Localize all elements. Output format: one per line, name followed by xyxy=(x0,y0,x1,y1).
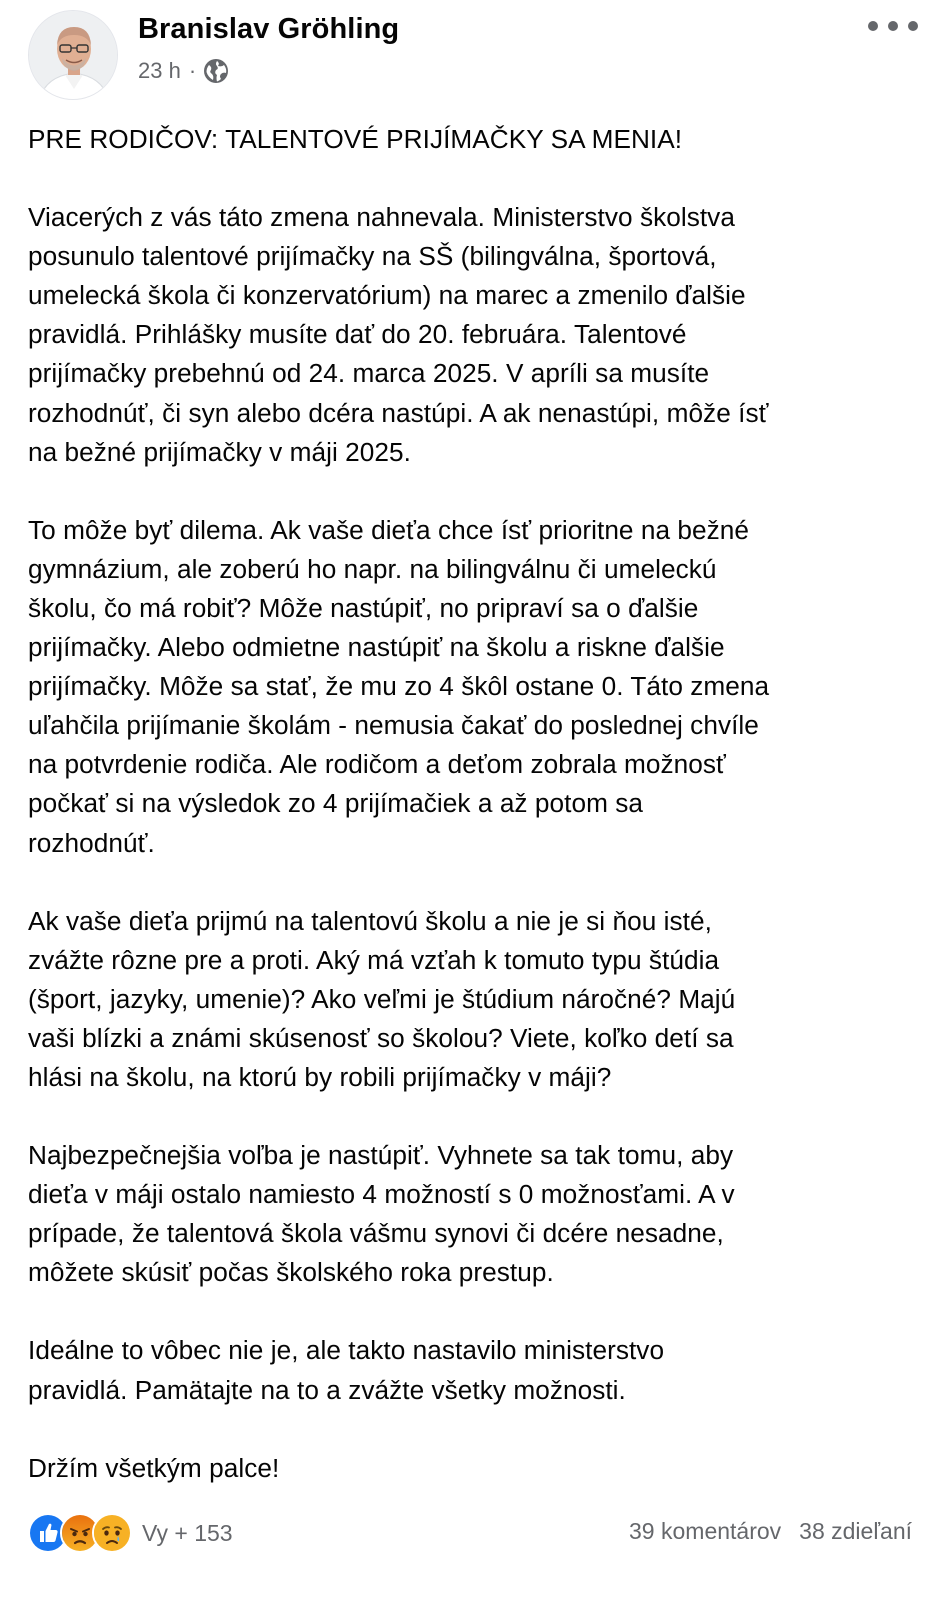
post-stats xyxy=(629,1518,912,1545)
post-paragraph xyxy=(28,1331,908,1409)
post-line: Ak vaše dieťa prijmú na talentovú školu a nie je si ňou isté, xyxy=(28,905,712,936)
post-line: Ideálne to vôbec nie je, ale takto nastavilo ministerstvo xyxy=(28,1335,665,1366)
post-footer xyxy=(0,1508,940,1558)
post-header xyxy=(0,0,940,110)
post-line: pravidlá. Pamätajte na to a zvážte všetky možnosti. xyxy=(28,1374,626,1405)
post-line: To môže byť dilema. Ak vaše dieťa chce ísť prioritne na bežné xyxy=(28,514,750,545)
post-line: posunulo talentové prijímačky na SŠ (bilingválna, športová, xyxy=(28,241,717,272)
post-paragraph xyxy=(28,511,908,863)
post-line: umelecká škola či konzervatórium) na marec a zmenilo ďalšie xyxy=(28,280,746,311)
post-line: zvážte rôzne pre a proti. Aký má vzťah k tomuto typu štúdia xyxy=(28,944,720,975)
post-line: dieťa v máji ostalo namiesto 4 možností s 0 možnosťami. A v xyxy=(28,1179,735,1210)
post-line: Najbezpečnejšia voľba je nastúpiť. Vyhnete sa tak tomu, aby xyxy=(28,1140,734,1171)
post-body xyxy=(28,120,908,1527)
more-horizontal-icon[interactable] xyxy=(868,16,918,36)
post-paragraph xyxy=(28,902,908,1097)
post-line: vaši blízki a známi skúsenosť so školou? Viete, koľko detí sa xyxy=(28,1022,734,1053)
globe-icon[interactable] xyxy=(203,58,229,84)
post-line: pravidlá. Prihlášky musíte dať do 20. februára. Talentové xyxy=(28,319,687,350)
post-line: počkať si na výsledok zo 4 prijímačiek a až potom sa xyxy=(28,788,644,819)
post-meta xyxy=(138,58,229,84)
post-line: rozhodnúť. xyxy=(28,827,155,858)
avatar-portrait xyxy=(29,11,118,100)
meta-separator: · xyxy=(188,58,197,83)
comments-count[interactable]: 39 komentárov xyxy=(629,1518,782,1544)
post-line: prijímačky prebehnú od 24. marca 2025. V apríli sa musíte xyxy=(28,358,710,389)
reaction-count[interactable]: Vy + 153 xyxy=(142,1519,233,1546)
post-line: môžete skúsiť počas školského roka prestup. xyxy=(28,1257,554,1288)
post-line: školu, čo má robiť? Môže nastúpiť, no pripraví sa o ďalšie xyxy=(28,592,699,623)
post-line: uľahčila prijímanie školám - nemusia čakať do poslednej chvíle xyxy=(28,710,759,741)
post-line: prípade, že talentová škola vášmu synovi či dcére nesadne, xyxy=(28,1218,724,1249)
post-line: rozhodnúť, či syn alebo dcéra nastúpi. A ak nenastúpi, môže ísť xyxy=(28,397,769,428)
post-line: prijímačky. Alebo odmietne nastúpiť na školu a riskne ďalšie xyxy=(28,632,725,663)
post-paragraph xyxy=(28,1449,908,1488)
post-line: na bežné prijímačky v máji 2025. xyxy=(28,436,411,467)
post-line: Viacerých z vás táto zmena nahnevala. Ministerstvo školstva xyxy=(28,202,735,233)
post-line: PRE RODIČOV: TALENTOVÉ PRIJÍMAČKY SA MENIA! xyxy=(28,124,683,154)
post-paragraph xyxy=(28,1136,908,1292)
post-line: Držím všetkým palce! xyxy=(28,1452,280,1483)
post-paragraph xyxy=(28,198,908,472)
post-line: hlási na školu, na ktorú by robili prijímačky v máji? xyxy=(28,1061,612,1092)
post-timestamp[interactable]: 23 h xyxy=(138,58,181,83)
post-line: na potvrdenie rodiča. Ale rodičom a deťom zobrala možnosť xyxy=(28,749,726,780)
author-avatar[interactable] xyxy=(28,10,118,100)
sad-reaction-icon xyxy=(92,1513,132,1553)
author-name[interactable]: Branislav Gröhling xyxy=(138,13,400,45)
reactions-summary[interactable] xyxy=(28,1513,233,1553)
post-paragraph xyxy=(28,120,908,159)
post-line: (šport, jazyky, umenie)? Ako veľmi je štúdium náročné? Majú xyxy=(28,983,736,1014)
post-line: gymnázium, ale zoberú ho napr. na bilingválnu či umeleckú xyxy=(28,553,717,584)
shares-count[interactable]: 38 zdieľaní xyxy=(799,1518,912,1544)
post-line: prijímačky. Môže sa stať, že mu zo 4 škôl ostane 0. Táto zmena xyxy=(28,671,770,702)
